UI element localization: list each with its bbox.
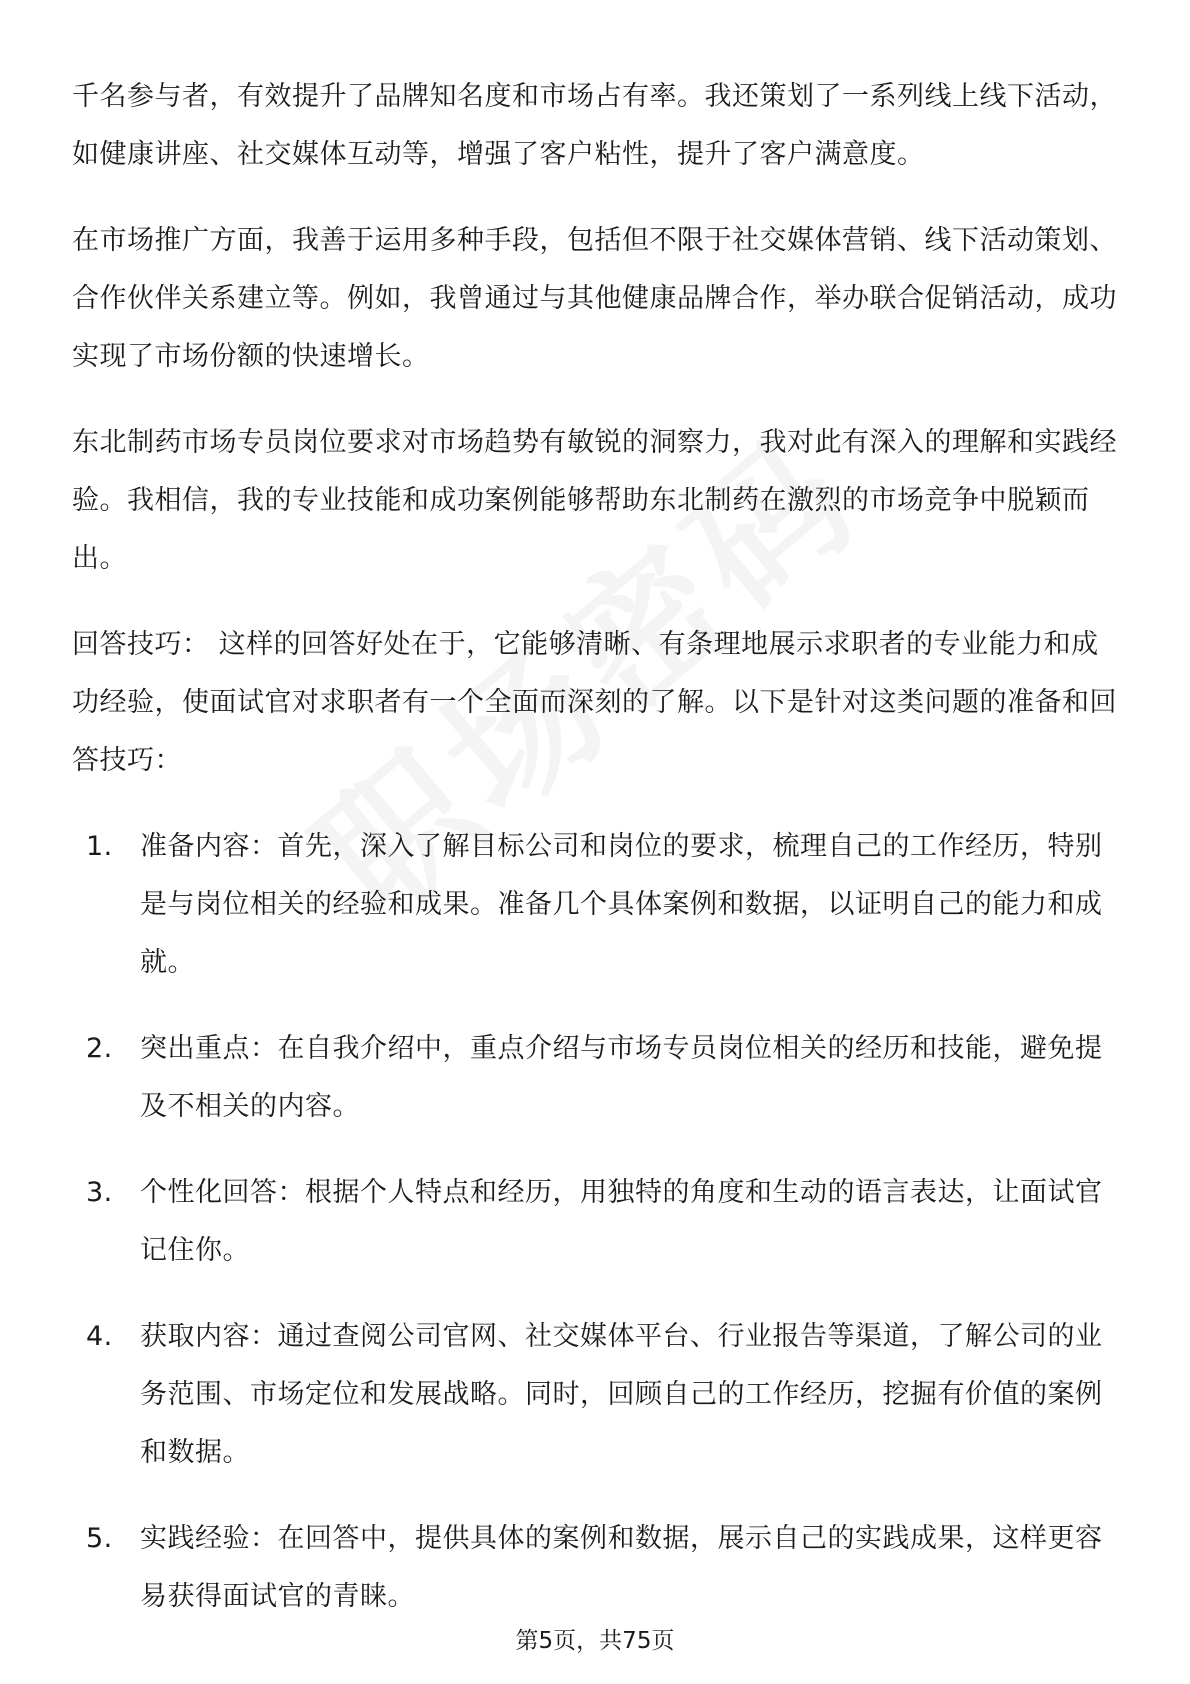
list-item: [86, 1308, 1122, 1482]
list-item: [86, 1164, 1122, 1280]
list-number: 3.: [86, 1177, 113, 1208]
list-item: [86, 818, 1122, 992]
list-item: [86, 1020, 1122, 1136]
page-footer: 第5页，共75页: [515, 1628, 675, 1654]
list-text: 获取内容：通过查阅公司官网、社交媒体平台、行业报告等渠道，了解公司的业务范围、市场定位和发展战略。同时，回顾自己的工作经历，挖掘有价值的案例和数据。: [140, 1321, 1103, 1468]
list-number: 2.: [86, 1033, 113, 1064]
list-number: 5.: [86, 1523, 113, 1554]
paragraph: 千名参与者，有效提升了品牌知名度和市场占有率。我还策划了一系列线上线下活动，如健康讲座、社交媒体互动等，增强了客户粘性，提升了客户满意度。: [72, 81, 1117, 170]
list-text: 实践经验：在回答中，提供具体的案例和数据，展示自己的实践成果，这样更容易获得面试官的青睐。: [140, 1523, 1103, 1612]
list-number: 1.: [86, 831, 113, 862]
list-item: [86, 1510, 1122, 1626]
paragraph: 在市场推广方面，我善于运用多种手段，包括但不限于社交媒体营销、线下活动策划、合作伙伴关系建立等。例如，我曾通过与其他健康品牌合作，举办联合促销活动，成功实现了市场份额的快速增长。: [72, 225, 1117, 372]
list-text: 准备内容：首先，深入了解目标公司和岗位的要求，梳理自己的工作经历，特别是与岗位相关的经验和成果。准备几个具体案例和数据，以证明自己的能力和成就。: [140, 831, 1103, 978]
paragraph: 回答技巧： 这样的回答好处在于，它能够清晰、有条理地展示求职者的专业能力和成功经验，使面试官对求职者有一个全面而深刻的了解。以下是针对这类问题的准备和回答技巧：: [72, 629, 1117, 776]
tips-list: [72, 818, 1122, 1626]
list-text: 个性化回答：根据个人特点和经历，用独特的角度和生动的语言表达，让面试官记住你。: [140, 1177, 1103, 1266]
list-text: 突出重点：在自我介绍中，重点介绍与市场专员岗位相关的经历和技能，避免提及不相关的内容。: [140, 1033, 1103, 1122]
page-content: [72, 68, 1122, 1654]
paragraph: 东北制药市场专员岗位要求对市场趋势有敏锐的洞察力，我对此有深入的理解和实践经验。我相信，我的专业技能和成功案例能够帮助东北制药在激烈的市场竞争中脱颖而出。: [72, 427, 1117, 574]
list-number: 4.: [86, 1321, 113, 1352]
